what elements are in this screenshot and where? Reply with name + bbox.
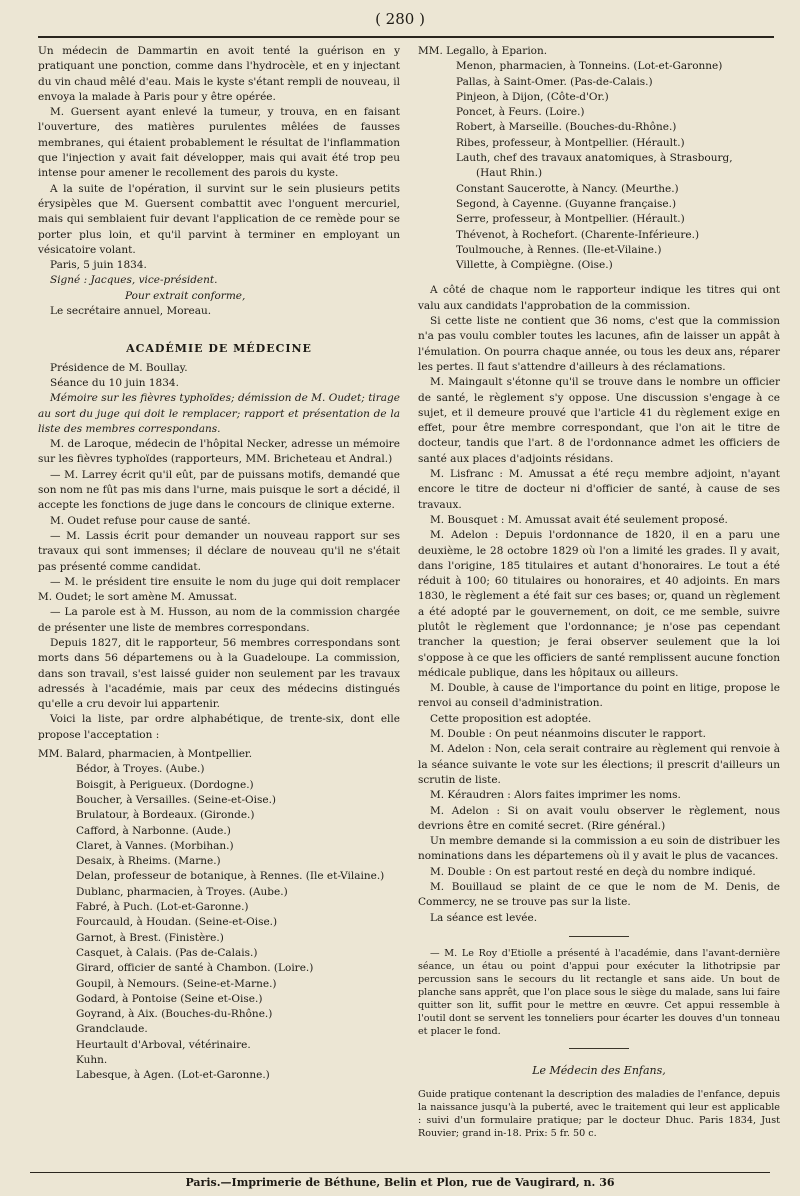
paragraph: M. Bousquet : M. Amussat avait été seulement proposé.	[430, 513, 728, 526]
paragraph: M. Bouillaud se plaint de ce que le nom de M. Denis, de Commercy, ne se trouve pas sur la liste.	[418, 881, 780, 909]
list-item: Poncet, à Feurs. (Loire.)	[456, 106, 585, 119]
paragraph: Depuis 1827, dit le rapporteur, 56 membres correspondans sont morts dans 56 départemens ou à la Guadeloupe. La commission, dans son travail, s'est laissé guider non seulement par les travaux adressés à l'académie, mais par ceux des médecins distingués qu'elle a cru devoir lui appartenir.	[38, 636, 400, 711]
list-item: Delan, professeur de botanique, à Rennes. (Ile et-Vilaine.)	[76, 870, 385, 883]
list-item: Casquet, à Calais. (Pas de-Calais.)	[76, 946, 258, 959]
list-item: Cafford, à Narbonne. (Aude.)	[76, 824, 231, 837]
list-item: (Haut Rhin.)	[476, 167, 543, 180]
right-column	[418, 44, 780, 1140]
list-item: Pallas, à Saint-Omer. (Pas-de-Calais.)	[456, 75, 653, 88]
paragraph: M. Double : On est partout resté en deçà du nombre indiqué.	[430, 865, 756, 878]
list-item: Segond, à Cayenne. (Guyanne française.)	[456, 197, 677, 210]
paragraph: Si cette liste ne contient que 36 noms, c'est que la commission n'a pas voulu combler toutes les lacunes, afin de laisser un appât à l'émulation. On pourra chaque année, ou tous les deux ans, réparer les pertes. Il faut s'attendre d'ailleurs à des réclamations.	[418, 315, 780, 373]
list-item: Robert, à Marseille. (Bouches-du-Rhône.)	[456, 121, 677, 134]
paragraph: La séance est levée.	[430, 911, 538, 924]
list-item: Desaix, à Rheims. (Marne.)	[76, 855, 221, 868]
list-item: MM. Balard, pharmacien, à Montpellier.	[38, 748, 253, 761]
list-item: Goupil, à Nemours. (Seine-et-Marne.)	[76, 977, 277, 990]
section-divider	[569, 936, 629, 937]
footer-rule	[30, 1172, 770, 1173]
list-item: Ribes, professeur, à Montpellier. (Hérault.)	[456, 136, 685, 149]
paragraph: M. Adelon : Depuis l'ordonnance de 1820, il en a paru une deuxième, le 28 octobre 1829 où l'on a limité les grades. Il y avait, dans l'origine, 185 titulaires et autant d'honoraires. Le tout a été réduit à 100; 60 titulaires ou honoraires, et 40 adjoints. En mars 1830, le règlement a été fait sur ces bases; or, quand un règlement a été adopté par le gouvernement, on doit, ce me semble, suivre plutôt le règlement que l'ordonnance; je n'ose pas cependant trancher la question; je ferai observer seulement que la loi s'oppose à ce que les officiers de santé remplissent aucune fonction médicale publique, dans les hôpitaux ou ailleurs.	[418, 529, 780, 679]
paragraph: M. Adelon : Si on avait voulu observer le règlement, nous devrions être en comité secret. (Rire général.)	[418, 804, 780, 832]
top-rule	[38, 36, 774, 38]
paragraph: M. Double : On peut néanmoins discuter le rapport.	[430, 728, 706, 741]
paragraph: M. Oudet refuse pour cause de santé.	[50, 514, 251, 527]
list-item: Bédor, à Troyes. (Aube.)	[76, 763, 205, 776]
list-item: Labesque, à Agen. (Lot-et-Garonne.)	[76, 1069, 270, 1082]
list-item: Lauth, chef des travaux anatomiques, à Strasbourg,	[456, 152, 733, 165]
date-line: Paris, 5 juin 1834.	[50, 259, 147, 272]
list-item: Constant Saucerotte, à Nancy. (Meurthe.)	[456, 182, 679, 195]
list-item: Garnot, à Brest. (Finistère.)	[76, 931, 224, 944]
list-item: Fabré, à Puch. (Lot-et-Garonne.)	[76, 901, 249, 914]
book-title: Le Médecin des Enfans,	[532, 1063, 666, 1077]
paragraph: — M. le président tire ensuite le nom du juge qui doit remplacer M. Oudet; le sort amène M. Amussat.	[38, 575, 400, 604]
paragraph: Un membre demande si la commission a eu soin de distribuer les nominations dans les départemens où il y avait le plus de vacances.	[418, 835, 780, 863]
paragraph: — M. Larrey écrit qu'il eût, par de puissans motifs, demandé que son nom ne fût pas mis dans l'urne, mais puisque le sort a décidé, il accepte les fonctions de juge dans le concours de clinique externe.	[38, 468, 400, 512]
session-date: Séance du 10 juin 1834.	[50, 376, 179, 389]
paragraph: Un médecin de Dammartin en avoit tenté la guérison en y pratiquant une ponction, comme dans l'hydrocèle, et en y injectant du vin chaud mêlé d'eau. Mais le kyste s'étant rempli de nouveau, il envoya la malade à Paris pour y être opérée.	[38, 45, 400, 103]
page-number: ( 280 )	[375, 10, 425, 28]
list-item: Boisgit, à Perigueux. (Dordogne.)	[76, 778, 254, 791]
signature-line: Signé : Jacques, vice-président.	[50, 274, 218, 287]
paragraph: M. Guersent ayant enlevé la tumeur, y trouva, en en faisant l'ouverture, des matières purulentes mêlées de fausses membranes, qui étaient probablement le résultat de l'inflammation que l'injection y avait fait développer, mais qui avait été trop peu intense pour amener le recollement des parois du kyste.	[38, 106, 400, 180]
list-item: Claret, à Vannes. (Morbihan.)	[76, 839, 234, 852]
book-description: Guide pratique contenant la description des maladies de l'enfance, depuis la naissance jusqu'à la puberté, avec le traitement qui leur est applicable : suivi d'un formulaire pratique; par le docteur Dhuc. Paris 1834, Just Rouvier; grand in-18. Prix: 5 fr. 50 c.	[418, 1089, 780, 1140]
member-list-right	[418, 44, 780, 273]
memoir-summary: Mémoire sur les fièvres typhoïdes; démission de M. Oudet; tirage au sort du juge qui doit le remplacer; rapport et présentation de la liste des membres correspondans.	[38, 392, 400, 435]
paragraph: — M. Lassis écrit pour demander un nouveau rapport sur ses travaux qui sont immenses; il déclare de nouveau qu'il ne s'était pas présenté comme candidat.	[38, 529, 400, 573]
list-item: Fourcauld, à Houdan. (Seine-et-Oise.)	[76, 916, 278, 929]
list-item: Boucher, à Versailles. (Seine-et-Oise.)	[76, 793, 277, 806]
list-item: Kuhn.	[76, 1054, 108, 1066]
list-item: Serre, professeur, à Montpellier. (Hérault.)	[456, 213, 685, 226]
academy-heading: ACADÉMIE DE MÉDECINE	[126, 342, 312, 356]
list-item: Godard, à Pontoise (Seine et-Oise.)	[76, 992, 263, 1005]
paragraph: — M. Le Roy d'Etiolle a présenté à l'académie, dans l'avant-dernière séance, un étau ou point d'appui pour exécuter la lithotripsie par percussion sans le secours du lit rectangle et sans aide. Un bout de planche sans apprêt, que l'on place sous le siège du malade, sans lui faire quitter son lit, suffit pour le mettre en œuvre. Cet appui ressemble à l'outil dont se servent les tonneliers pour écarter les douves d'un tonneau et placer le fond.	[418, 947, 780, 1037]
section-divider	[569, 1048, 629, 1049]
paragraph: M. Kéraudren : Alors faites imprimer les noms.	[430, 789, 681, 802]
paragraph: M. Lisfranc : M. Amussat a été reçu membre adjoint, n'ayant encore le titre de docteur ni d'officier de santé, à cause de ses travaux.	[418, 468, 780, 511]
paragraph: — La parole est à M. Husson, au nom de la commission chargée de présenter une liste de membres correspondans.	[38, 606, 400, 634]
paragraph: M. Adelon : Non, cela serait contraire au règlement qui renvoie à la séance suivante le vote sur les élections; il prescrit d'ailleurs un scrutin de liste.	[418, 743, 780, 786]
left-column	[38, 44, 400, 1084]
list-item: Menon, pharmacien, à Tonneins. (Lot-et-Garonne)	[456, 60, 723, 73]
list-item: MM. Legallo, à Eparion.	[418, 45, 548, 57]
list-item: Toulmouche, à Rennes. (Ile-et-Vilaine.)	[456, 243, 662, 256]
paragraph: M. de Laroque, médecin de l'hôpital Necker, adresse un mémoire sur les fièvres typhoïdes (rapporteurs, MM. Bricheteau et Andral.)	[38, 438, 400, 466]
list-item: Heurtault d'Arboval, vétérinaire.	[76, 1038, 251, 1051]
paragraph: Voici la liste, par ordre alphabétique, de trente-six, dont elle propose l'acceptation :	[38, 713, 400, 741]
paragraph: M. Maingault s'étonne qu'il se trouve dans le nombre un officier de santé, le règlement s'y oppose. Une discussion s'engage à ce sujet, et il demeure prouvé que l'article 41 du règlement exige en effet, pour être membre correspondant, que l'on ait le titre de docteur, tandis que l'art. 8 de l'ordonnance admet les officiers de santé aux places d'adjoints résidans.	[418, 376, 780, 465]
list-item: Dublanc, pharmacien, à Troyes. (Aube.)	[76, 885, 288, 898]
paragraph: A côté de chaque nom le rapporteur indique les titres qui ont valu aux candidats l'approbation de la commission.	[418, 284, 780, 312]
paragraph: M. Double, à cause de l'importance du point en litige, propose le renvoi au conseil d'administration.	[418, 682, 780, 710]
list-item: Grandclaude.	[76, 1023, 148, 1036]
list-item: Girard, officier de santé à Chambon. (Loire.)	[76, 962, 314, 975]
list-item: Pinjeon, à Dijon, (Côte-d'Or.)	[456, 90, 609, 103]
paragraph: Cette proposition est adoptée.	[430, 712, 592, 725]
secretary-line: Le secrétaire annuel, Moreau.	[50, 305, 212, 318]
list-item: Villette, à Compiègne. (Oise.)	[456, 259, 613, 272]
list-item: Goyrand, à Aix. (Bouches-du-Rhône.)	[76, 1008, 273, 1021]
extract-line: Pour extrait conforme,	[125, 289, 246, 302]
member-list-left	[38, 747, 400, 1084]
paragraph: A la suite de l'opération, il survint sur le sein plusieurs petits érysipèles que M. Guersent combattit avec l'onguent mercuriel, mais qui semblaient fuir devant l'application de ce remède pour se porter plus loin, et qu'il parvint à terminer en employant un vésicatoire volant.	[38, 182, 400, 256]
presidency-line: Présidence de M. Boullay.	[50, 361, 188, 374]
list-item: Thévenot, à Rochefort. (Charente-Inférieure.)	[456, 228, 700, 241]
list-item: Brulatour, à Bordeaux. (Gironde.)	[76, 809, 255, 822]
printer-footer: Paris.—Imprimerie de Béthune, Belin et Plon, rue de Vaugirard, n. 36	[185, 1176, 615, 1189]
